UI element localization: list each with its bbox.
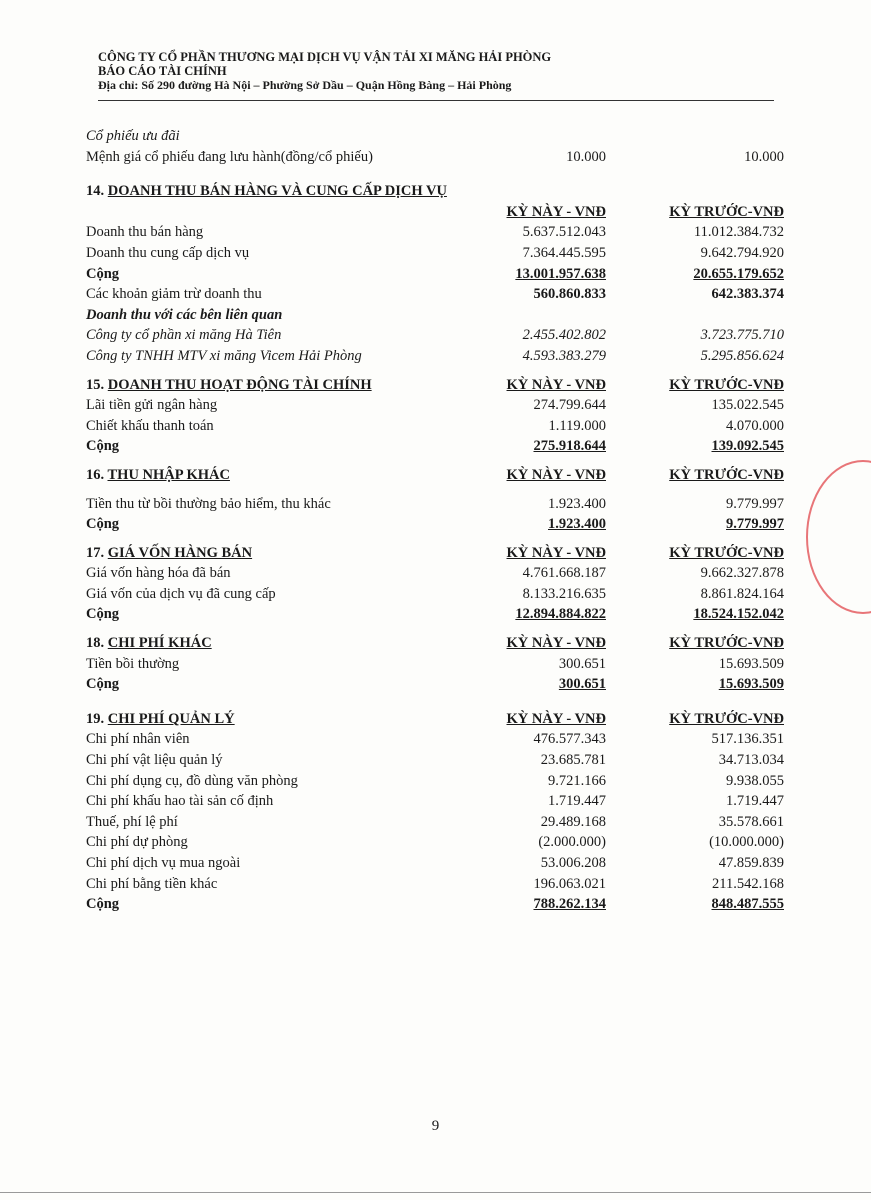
- col-current-header: KỲ NÀY - VNĐ: [506, 544, 606, 561]
- section-16-number: 16.: [86, 466, 105, 483]
- total-previous: 20.655.179.652: [693, 265, 784, 282]
- section-17-title: GIÁ VỐN HÀNG BÁN: [107, 544, 253, 561]
- row-current: 23.685.781: [540, 752, 606, 769]
- section-14-columns: [86, 202, 786, 223]
- total-current: 275.918.644: [533, 438, 606, 455]
- table-row: [86, 395, 786, 416]
- total-current: 13.001.957.638: [515, 265, 606, 282]
- row-previous: 9.938.055: [726, 772, 784, 789]
- row-previous: 4.070.000: [726, 417, 784, 434]
- section-19-heading: [86, 709, 786, 730]
- table-row: [86, 222, 786, 243]
- col-previous-header: KỲ TRƯỚC-VNĐ: [669, 635, 784, 652]
- total-current: 12.894.884.822: [515, 606, 606, 623]
- preferred-shares-row: [86, 126, 786, 147]
- col-previous-header: KỲ TRƯỚC-VNĐ: [669, 544, 784, 561]
- total-current: 788.262.134: [533, 896, 606, 913]
- row-label: Giá vốn của dịch vụ đã cung cấp: [86, 585, 276, 602]
- table-row: [86, 584, 786, 605]
- row-previous: 9.642.794.920: [700, 244, 784, 261]
- section-19-title: CHI PHÍ QUẢN LÝ: [107, 710, 235, 727]
- table-row: [86, 563, 786, 584]
- col-current-header: KỲ NÀY - VNĐ: [506, 635, 606, 652]
- total-current: 300.651: [558, 676, 606, 693]
- row-current: 2.455.402.802: [522, 327, 606, 344]
- row-current: 9.721.166: [548, 772, 606, 789]
- section-14-title: DOANH THU BÁN HÀNG VÀ CUNG CẤP DỊCH VỤ: [107, 183, 447, 200]
- deductions-row: [86, 284, 786, 305]
- total-label: Cộng: [86, 265, 120, 282]
- row-current: 1.923.400: [548, 495, 606, 512]
- row-current: 4.761.668.187: [522, 565, 606, 582]
- row-current: (2.000.000): [538, 834, 606, 851]
- row-label: Chi phí vật liệu quản lý: [86, 752, 223, 769]
- row-previous: 517.136.351: [711, 731, 784, 748]
- notes-content: [86, 126, 786, 915]
- row-label: Chi phí nhân viên: [86, 731, 190, 748]
- total-row: [86, 514, 786, 535]
- row-label: Chi phí khấu hao tài sản cố định: [86, 793, 274, 810]
- table-row: [86, 346, 786, 367]
- row-current: 5.637.512.043: [522, 224, 606, 241]
- section-16-title: THU NHẬP KHÁC: [107, 466, 230, 483]
- section-15-number: 15.: [86, 376, 105, 393]
- table-row: [86, 771, 786, 792]
- row-current: 274.799.644: [533, 397, 606, 414]
- row-previous: 3.723.775.710: [700, 327, 784, 344]
- row-current: 300.651: [558, 655, 606, 672]
- row-previous: 15.693.509: [718, 655, 784, 672]
- row-previous: 135.022.545: [711, 397, 784, 414]
- row-previous: (10.000.000): [709, 834, 784, 851]
- row-label: Thuế, phí lệ phí: [86, 813, 178, 830]
- table-row: [86, 874, 786, 895]
- section-14-heading: [86, 181, 786, 202]
- row-previous: 9.662.327.878: [700, 565, 784, 582]
- row-current: 8.133.216.635: [522, 585, 606, 602]
- col-current-header: KỲ NÀY - VNĐ: [506, 376, 606, 393]
- section-18-title: CHI PHÍ KHÁC: [107, 635, 212, 652]
- related-parties-title: Doanh thu với các bên liên quan: [86, 306, 283, 323]
- total-previous: 139.092.545: [711, 438, 784, 455]
- row-label: Chi phí bằng tiền khác: [86, 875, 218, 892]
- total-row: [86, 674, 786, 695]
- row-label: Doanh thu cung cấp dịch vụ: [86, 244, 250, 261]
- table-row: [86, 832, 786, 853]
- section-18-number: 18.: [86, 635, 105, 652]
- row-previous: 8.861.824.164: [700, 585, 784, 602]
- preferred-shares-label: Cổ phiếu ưu đãi: [86, 128, 180, 144]
- row-label: Doanh thu bán hàng: [86, 224, 204, 241]
- row-previous: 5.295.856.624: [700, 347, 784, 364]
- col-previous-header: KỲ TRƯỚC-VNĐ: [669, 710, 784, 727]
- table-row: [86, 812, 786, 833]
- related-parties-heading: [86, 305, 786, 326]
- col-previous-header: KỲ TRƯỚC-VNĐ: [669, 203, 784, 220]
- col-current-header: KỲ NÀY - VNĐ: [506, 203, 606, 220]
- section-14-number: 14.: [86, 183, 105, 200]
- section-16-heading: [86, 465, 786, 486]
- total-current: 1.923.400: [548, 516, 606, 533]
- footer-rule: [0, 1192, 871, 1193]
- table-row: [86, 853, 786, 874]
- company-name: CÔNG TY CỔ PHẦN THƯƠNG MẠI DỊCH VỤ VẬN TẢI XI MĂNG HẢI PHÒNG: [98, 50, 552, 64]
- table-row: [86, 243, 786, 264]
- par-value-current: 10.000: [566, 148, 606, 165]
- row-label: Chiết khấu thanh toán: [86, 417, 214, 434]
- row-label: Công ty cổ phần xi măng Hà Tiên: [86, 327, 282, 344]
- table-row: [86, 729, 786, 750]
- table-row: [86, 654, 786, 675]
- row-previous: 11.012.384.732: [693, 224, 784, 241]
- table-row: [86, 494, 786, 515]
- total-label: Cộng: [86, 676, 120, 693]
- row-label: Giá vốn hàng hóa đã bán: [86, 565, 231, 582]
- section-18-heading: [86, 633, 786, 654]
- row-previous: 211.542.168: [712, 875, 784, 892]
- total-previous: 15.693.509: [718, 676, 784, 693]
- company-address: Địa chỉ: Số 290 đường Hà Nội – Phường Sở Dầu – Quận Hồng Bàng – Hải Phòng: [98, 78, 512, 92]
- section-15-title: DOANH THU HOẠT ĐỘNG TÀI CHÍNH: [107, 376, 372, 393]
- total-previous: 18.524.152.042: [693, 606, 784, 623]
- report-title: BÁO CÁO TÀI CHÍNH: [98, 64, 227, 78]
- header-rule: [98, 100, 774, 101]
- total-row: [86, 894, 786, 915]
- total-label: Cộng: [86, 438, 120, 455]
- row-current: 4.593.383.279: [522, 347, 606, 364]
- row-current: 7.364.445.595: [522, 244, 606, 261]
- row-current: 560.860.833: [533, 286, 606, 303]
- total-label: Cộng: [86, 516, 120, 533]
- row-current: 476.577.343: [533, 731, 606, 748]
- row-previous: 34.713.034: [718, 752, 784, 769]
- total-previous: 848.487.555: [711, 896, 784, 913]
- col-current-header: KỲ NÀY - VNĐ: [506, 710, 606, 727]
- total-row: [86, 436, 786, 457]
- section-19-number: 19.: [86, 710, 105, 727]
- row-previous: 35.578.661: [718, 813, 784, 830]
- table-row: [86, 325, 786, 346]
- page-number: 9: [431, 1118, 440, 1134]
- row-label: Chi phí dụng cụ, đồ dùng văn phòng: [86, 772, 298, 789]
- row-current: 196.063.021: [533, 875, 606, 892]
- row-label: Các khoản giảm trừ doanh thu: [86, 286, 262, 303]
- table-row: [86, 791, 786, 812]
- row-label: Tiền thu từ bồi thường bảo hiểm, thu khác: [86, 495, 331, 512]
- company-seal-stamp: [806, 460, 871, 614]
- row-current: 29.489.168: [540, 813, 606, 830]
- par-value-row: [86, 147, 786, 168]
- row-label: Chi phí dự phòng: [86, 834, 188, 851]
- row-label: Công ty TNHH MTV xi măng Vicem Hải Phòng: [86, 347, 362, 364]
- total-row: [86, 604, 786, 625]
- table-row: [86, 750, 786, 771]
- document-header: [98, 50, 778, 92]
- col-previous-header: KỲ TRƯỚC-VNĐ: [669, 376, 784, 393]
- row-previous: 1.719.447: [726, 793, 784, 810]
- col-previous-header: KỲ TRƯỚC-VNĐ: [669, 466, 784, 483]
- col-current-header: KỲ NÀY - VNĐ: [506, 466, 606, 483]
- row-label: Chi phí dịch vụ mua ngoài: [86, 855, 241, 871]
- par-value-label: Mệnh giá cổ phiếu đang lưu hành(đồng/cổ phiếu): [86, 148, 373, 165]
- row-label: Lãi tiền gửi ngân hàng: [86, 397, 218, 414]
- row-previous: 9.779.997: [726, 495, 784, 512]
- row-previous: 642.383.374: [711, 286, 784, 303]
- total-row: [86, 264, 786, 285]
- section-17-heading: [86, 543, 786, 564]
- table-row: [86, 416, 786, 437]
- total-label: Cộng: [86, 606, 120, 623]
- row-previous: 47.859.839: [718, 855, 784, 871]
- total-label: Cộng: [86, 896, 120, 913]
- row-label: Tiền bồi thường: [86, 655, 180, 672]
- section-15-heading: [86, 375, 786, 396]
- row-current: 53.006.208: [540, 855, 606, 871]
- total-previous: 9.779.997: [726, 516, 784, 533]
- section-17-number: 17.: [86, 544, 105, 561]
- row-current: 1.119.000: [548, 417, 606, 434]
- par-value-previous: 10.000: [744, 148, 784, 165]
- row-current: 1.719.447: [548, 793, 606, 810]
